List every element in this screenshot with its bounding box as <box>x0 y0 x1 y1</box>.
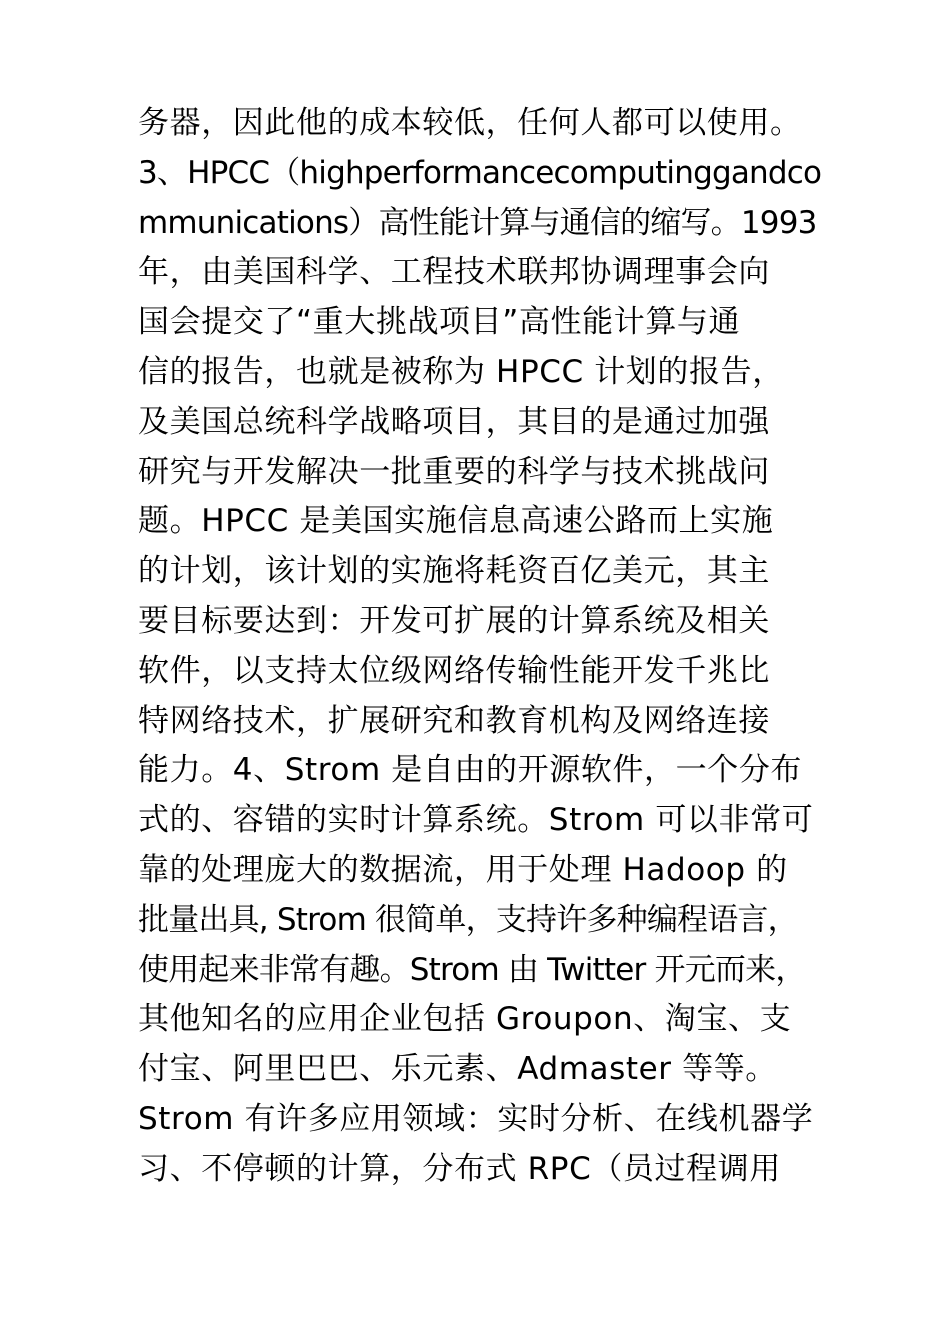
text-line: Strom 有许多应用领域：实时分析、在线机器学 <box>138 1100 814 1137</box>
text-line: 信的报告，也就是被称为 HPCC 计划的报告， <box>138 353 784 390</box>
text-line: 特网络技术，扩展研究和教育机构及网络连接 <box>138 702 770 739</box>
text-line: 式的、容错的实时计算系统。Strom 可以非常可 <box>138 802 814 839</box>
text-line: 能力。4、Strom 是自由的开源软件，一个分布 <box>138 752 803 789</box>
text-line: 题。HPCC 是美国实施信息高速公路而上实施 <box>138 503 774 540</box>
text-line: 软件，以支持太位级网络传输性能开发千兆比 <box>138 652 770 689</box>
text-line: 研究与开发解决一批重要的科学与技术挑战问 <box>138 453 770 490</box>
text-line: 及美国总统科学战略项目，其目的是通过加强 <box>138 403 770 440</box>
text-line: 3、HPCC（highperformancecomputinggandco <box>138 154 822 191</box>
text-line: mmunications）高性能计算与通信的缩写。1993 <box>138 204 817 241</box>
text-line: 靠的处理庞大的数据流，用于处理 Hadoop 的 <box>138 851 788 888</box>
text-line: 要目标要达到：开发可扩展的计算系统及相关 <box>138 602 770 639</box>
text-line: 的计划，该计划的实施将耗资百亿美元，其主 <box>138 553 770 590</box>
text-line: 习、不停顿的计算，分布式 RPC（员过程调用 <box>138 1150 781 1187</box>
text-line: 付宝、阿里巴巴、乐元素、Admaster 等等。 <box>138 1051 777 1088</box>
body-text <box>138 99 838 1195</box>
text-line: 其他知名的应用企业包括 Groupon、淘宝、支 <box>138 1001 792 1038</box>
text-line: 批量出具, Strom 很简单，支持许多种编程语言， <box>138 901 798 938</box>
text-line: 年，由美国科学、工程技术联邦协调理事会向 <box>138 254 770 291</box>
text-line: 务器，因此他的成本较低，任何人都可以使用。 <box>138 105 802 141</box>
text-line: 国会提交了“重大挑战项目”高性能计算与通 <box>138 304 741 341</box>
text-line: 使用起来非常有趣。Strom 由 Twitter 开元而来， <box>138 951 806 988</box>
